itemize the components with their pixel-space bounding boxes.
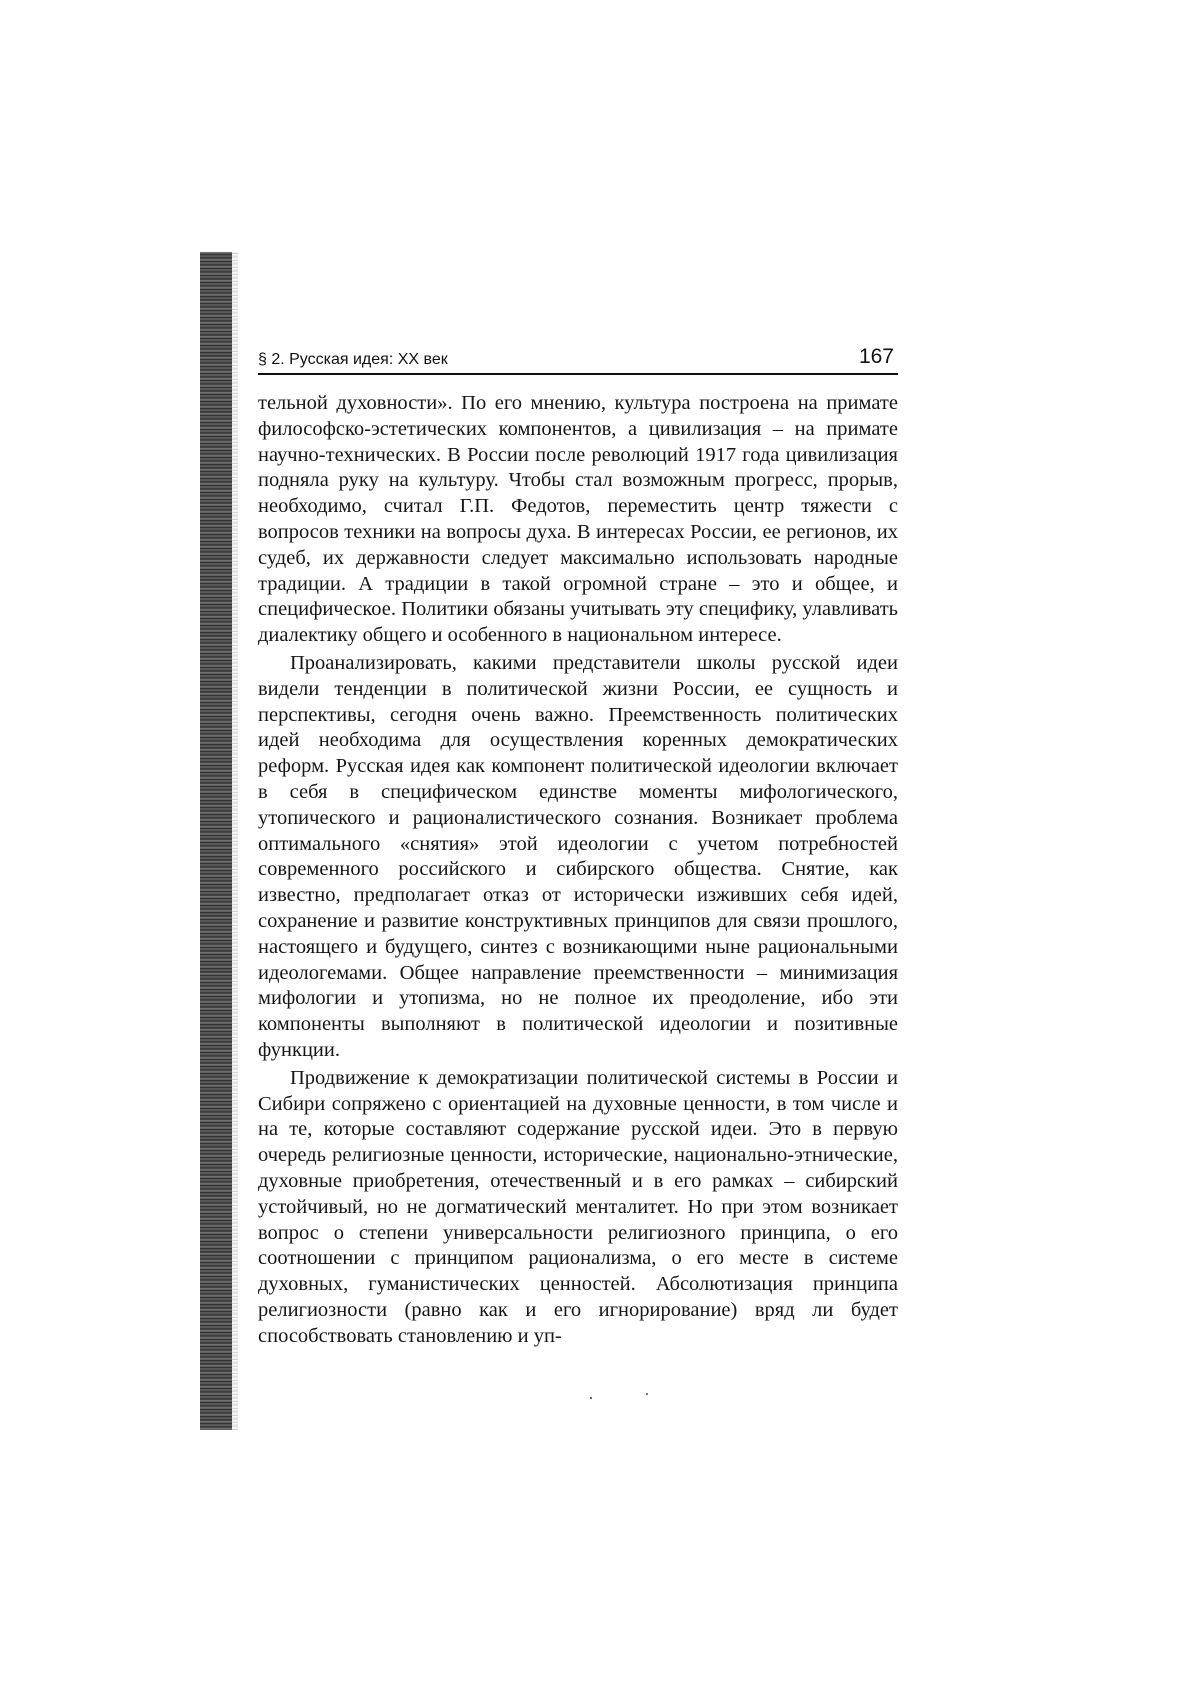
scan-binding-edge [200, 252, 232, 1430]
paragraph-2: Проанализировать, какими представители школы русской идеи видели тенденции в политической жизни России, ее сущность и перспективы, сегодня очень важно. Преемственность политических идей необходима для осуществления коренных демократических реформ. Русская идея как компонент политической идеологии включает в себя в специфическом единстве моменты мифологического, утопического и рационалистического сознания. Возникает проблема оптимального «снятия» этой идеологии с учетом потребностей современного российского и сибирского общества. Снятие, как известно, предполагает отказ от исторически изживших себя идей, сохранение и развитие конструктивных принципов для связи прошлого, настоящего и будущего, синтез с возникающими ныне рациональными идеологемами. Общее направление преемственности – минимизация мифологии и утопизма, но не полное их преодоление, ибо эти компоненты выполняют в политической идеологии и позитивные функции. [258, 651, 898, 1061]
scan-specks [585, 1392, 665, 1402]
page-number: 167 [858, 345, 894, 368]
paragraph-1: тельной духовности». По его мнению, культура построена на примате философско-эстетических компонентов, а цивилизация – на примате научно-технических. В России после революций 1917 года цивилизация подняла руку на культуру. Чтобы стал возможным прогресс, прорыв, необходимо, считал Г.П. Федотов, переместить центр тяжести с вопросов техники на вопросы духа. В интересах России, ее регионов, их судеб, их державности следует максимально использовать народные традиции. А традиции в такой огромной стране – это и общее, и специфическое. Политики обязаны учитывать эту специфику, улавливать диалектику общего и особенного в национальном интересе. [258, 392, 898, 647]
paragraph-3: Продвижение к демократизации политической системы в России и Сибири сопряжено с ориентацией на духовные ценности, в том числе и на те, которые составляют содержание русской идеи. Это в первую очередь религиозные ценности, исторические, национально-этнические, духовные приобретения, отечественный и в его рамках – сибирский устойчивый, но не догматический менталитет. Но при этом возникает вопрос о степени универсальности религиозного принципа, о его соотношении с принципом рационализма, о его месте в системе духовных, гуманистических ценностей. Абсолютизация принципа религиозности (равно как и его игнорирование) вряд ли будет способствовать становлению и уп- [258, 1066, 898, 1347]
body-text [258, 391, 898, 1349]
book-page [258, 345, 898, 1349]
section-title: § 2. Русская идея: XX век [258, 351, 448, 368]
running-head [258, 345, 898, 375]
